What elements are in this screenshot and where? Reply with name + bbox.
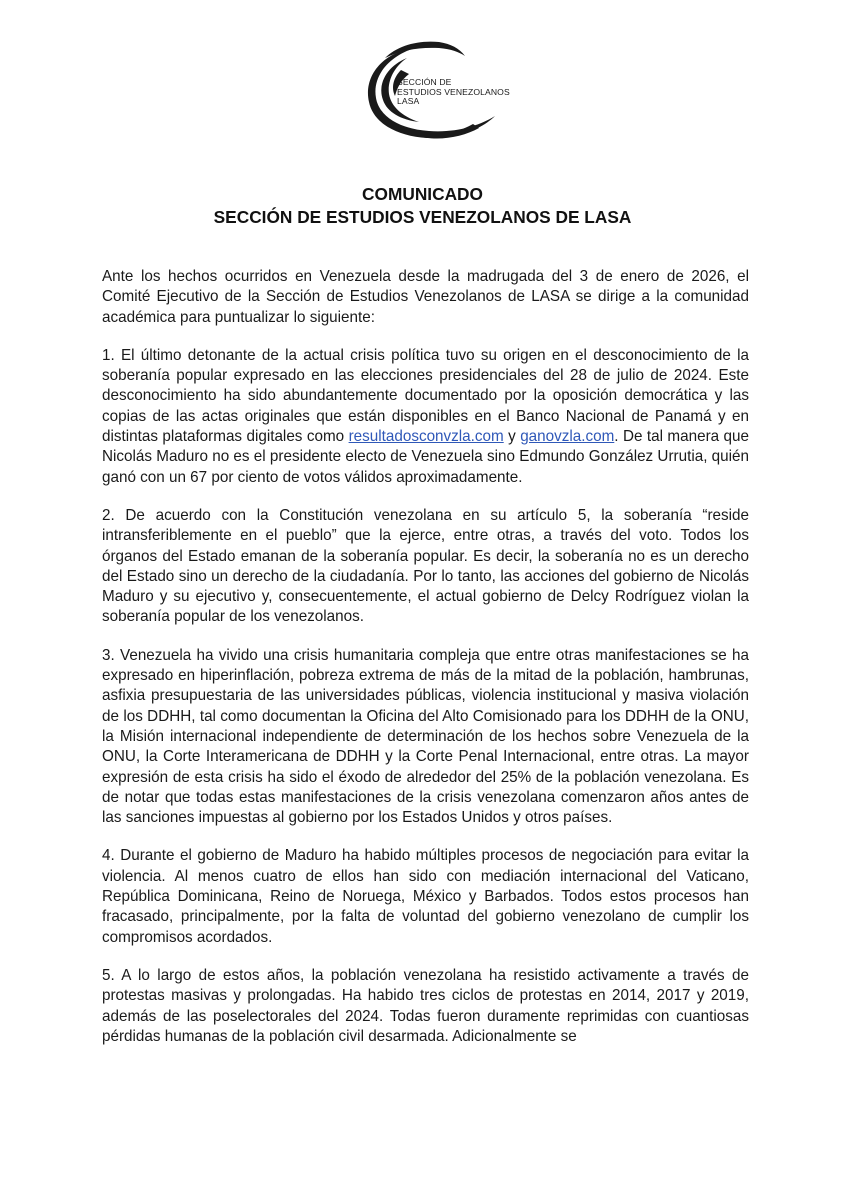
paragraph-1-text-a: 1. El último detonante de la actual crisis política tuvo su origen en el desconocimiento de la soberanía popular expresado en las elecciones presidenciales del 28 de julio de 2024. Este desconocimiento ha sido abundantemente documentado por la oposición democrática y las copias de las actas originales que están disponibles en el Banco Nacional de Panamá y en distintas plataformas digitales como	[102, 346, 749, 446]
paragraph-1-text-c: . De tal manera que Nicolás Maduro no es el presidente electo de Venezuela sino Edmundo González Urrutia, quién ganó con un 67 por ciento de votos válidos aproximadamente.	[102, 428, 750, 486]
ganovzla-link[interactable]: ganovzla.com	[520, 428, 615, 446]
logo-line-3: LASA	[397, 96, 420, 107]
logo-line-2: ESTUDIOS VENEZOLANOS	[397, 86, 510, 97]
logo-line-1: SECCIÓN DE	[397, 77, 452, 87]
document-body	[102, 267, 749, 1047]
paragraph-1	[102, 346, 749, 488]
paragraph-3: 3. Venezuela ha vivido una crisis humanitaria compleja que entre otras manifestaciones se ha expresado en hiperinflación, pobreza extrema de más de la mitad de la población, hambrunas, asfixia presupuestaria de las universidades públicas, violencia institucional y masiva violación de los DDHH, tal como documentan la Oficina del Alto Comisionado para los DDHH de la ONU, la Misión internacional independiente de determinación de los hechos sobre Venezuela de la ONU, la Corte Interamericana de DDHH y la Corte Penal Internacional, entre otras. La mayor expresión de esta crisis ha sido el éxodo de alrededor del 25% de la población venezolana. Es de notar que todas estas manifestaciones de la crisis venezolana comenzaron años antes de las sanciones impuestas al gobierno por los Estados Unidos y otros países.	[102, 646, 749, 827]
resultadosconvzla-link[interactable]: resultadosconvzla.com	[348, 428, 504, 446]
paragraph-1-text-b: y	[503, 428, 521, 446]
lasa-logo	[355, 38, 515, 144]
paragraph-5: 5. A lo largo de estos años, la población venezolana ha resistido activamente a través de protestas masivas y prolongadas. Ha habido tres ciclos de protestas en 2014, 2017 y 2019, además de las poselectorales del 2024. Todas fueron duramente reprimidas con cuantiosas pérdidas humanas de la población civil desarmada. Adicionalmente se	[102, 966, 749, 1045]
page-title: COMUNICADO	[362, 184, 483, 204]
document-heading	[0, 183, 845, 229]
page-subtitle: SECCIÓN DE ESTUDIOS VENEZOLANOS DE LASA	[213, 207, 632, 227]
intro-paragraph: Ante los hechos ocurridos en Venezuela desde la madrugada del 3 de enero de 2026, el Comité Ejecutivo de la Sección de Estudios Venezolanos de LASA se dirige a la comunidad académica para puntualizar lo siguiente:	[102, 268, 749, 326]
logo-wordmark	[397, 78, 510, 107]
paragraph-4: 4. Durante el gobierno de Maduro ha habido múltiples procesos de negociación para evitar la violencia. Al menos cuatro de ellos han sido con mediación internacional del Vaticano, República Dominicana, Reino de Noruega, México y Barbados. Todos estos procesos han fracasado, principalmente, por la falta de voluntad del gobierno venezolano de cumplir los compromisos acordados.	[102, 847, 749, 946]
paragraph-2: 2. De acuerdo con la Constitución venezolana en su artículo 5, la soberanía “reside intransferiblemente en el pueblo” que la ejerce, entre otras, a través del voto. Todos los órganos del Estado emanan de la soberanía popular. Es decir, la soberanía no es un derecho del Estado sino un derecho de la ciudadanía. Por lo tanto, las acciones del gobierno de Nicolás Maduro y su ejecutivo y, consecuentemente, el actual gobierno de Delcy Rodríguez violan la soberanía popular de los venezolanos.	[102, 506, 749, 626]
